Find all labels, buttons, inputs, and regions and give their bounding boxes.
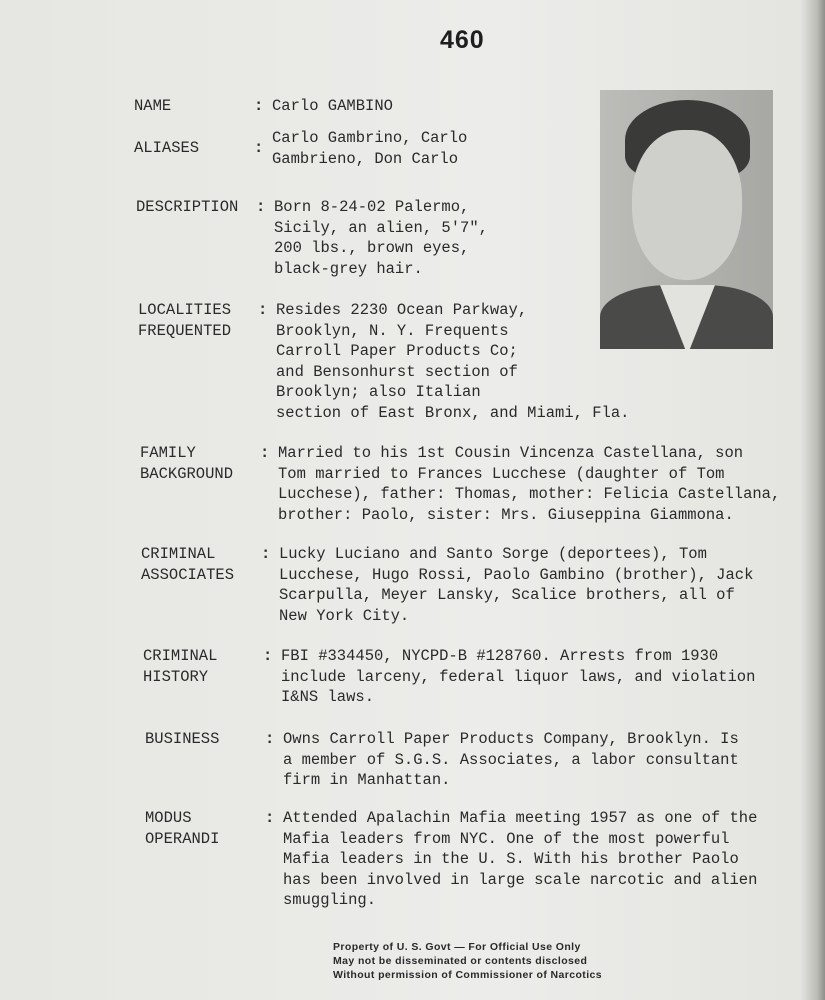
value-line: I&NS laws.	[281, 688, 375, 706]
value-line: Carlo GAMBINO	[272, 97, 393, 115]
field-value	[278, 443, 780, 525]
value-line: and Bensonhurst section of	[276, 362, 518, 381]
colon-separator: :	[254, 97, 264, 115]
value-line: Lucky Luciano and Santo Sorge (deportees), Tom	[279, 545, 707, 563]
field-value	[283, 729, 739, 791]
colon-separator: :	[263, 647, 273, 665]
value-line: has been involved in large scale narcotic and alien	[283, 870, 758, 889]
field-label: DESCRIPTION	[136, 198, 239, 216]
value-line: Carlo Gambrino, Carlo	[272, 129, 468, 147]
field-label: CRIMINAL HISTORY	[143, 647, 218, 686]
field-label: ALIASES	[134, 139, 200, 157]
field-label: FAMILY BACKGROUND	[140, 444, 234, 483]
field-value	[274, 197, 488, 279]
value-line: 200 lbs., brown eyes,	[274, 239, 470, 257]
colon-separator: :	[265, 730, 275, 748]
colon-separator: :	[258, 301, 268, 319]
value-line: Lucchese), father: Thomas, mother: Felicia Castellana,	[278, 485, 781, 503]
field-value	[272, 96, 393, 117]
value-line: Tom married to Frances Lucchese (daughter of Tom	[278, 464, 725, 483]
value-line: Resides 2230 Ocean Parkway,	[276, 301, 528, 319]
colon-separator: :	[265, 809, 275, 827]
field-label: MODUS OPERANDI	[145, 809, 220, 848]
field-value	[281, 646, 755, 708]
value-line: Born 8-24-02 Palermo,	[274, 198, 470, 216]
value-line: Mafia leaders from NYC. One of the most powerful	[283, 829, 730, 848]
colon-separator: :	[261, 545, 271, 563]
value-line: include larceny, federal liquor laws, and violation	[281, 667, 756, 686]
value-line: black-grey hair.	[274, 259, 423, 278]
value-line: Brooklyn; also Italian	[276, 383, 481, 401]
footer-notice	[333, 940, 602, 982]
value-line: a member of S.G.S. Associates, a labor consultant	[283, 750, 739, 769]
value-line: Sicily, an alien, 5'7",	[274, 218, 488, 237]
value-line: FBI #334450, NYCPD-B #128760. Arrests from 1930	[281, 647, 719, 665]
field-value	[283, 808, 757, 911]
value-line: Lucchese, Hugo Rossi, Paolo Gambino (brother), Jack	[279, 565, 754, 584]
colon-separator: :	[254, 139, 264, 157]
value-line: Mafia leaders in the U. S. With his brother Paolo	[283, 850, 739, 868]
footer-line: Without permission of Commissioner of Narcotics	[333, 969, 602, 981]
value-line: Scarpulla, Meyer Lansky, Scalice brothers, all of	[279, 586, 735, 604]
value-line: Brooklyn, N. Y. Frequents	[276, 321, 509, 340]
value-line: section of East Bronx, and Miami, Fla.	[276, 403, 630, 422]
field-label: LOCALITIES FREQUENTED	[138, 301, 232, 340]
colon-separator: :	[260, 444, 270, 462]
footer-line: Property of U. S. Govt — For Official Use Only	[333, 941, 581, 953]
value-line: brother: Paolo, sister: Mrs. Giuseppina Giammona.	[278, 505, 734, 524]
field-label: NAME	[134, 97, 172, 115]
field-value	[279, 544, 753, 626]
value-line: Carroll Paper Products Co;	[276, 342, 518, 360]
value-line: firm in Manhattan.	[283, 771, 451, 789]
footer-line: May not be disseminated or contents disclosed	[333, 955, 588, 967]
value-line: Married to his 1st Cousin Vincenza Castellana, son	[278, 444, 744, 462]
value-line: smuggling.	[283, 891, 377, 909]
value-line: New York City.	[279, 606, 410, 625]
field-label: BUSINESS	[145, 730, 220, 748]
colon-separator: :	[256, 198, 266, 216]
field-value	[276, 300, 629, 423]
value-line: Gambrieno, Don Carlo	[272, 149, 459, 168]
page-number: 460	[440, 26, 485, 54]
value-line: Attended Apalachin Mafia meeting 1957 as one of the	[283, 809, 758, 827]
field-value	[272, 128, 467, 169]
value-line: Owns Carroll Paper Products Company, Brooklyn. Is	[283, 730, 739, 748]
field-label: CRIMINAL ASSOCIATES	[141, 545, 235, 584]
